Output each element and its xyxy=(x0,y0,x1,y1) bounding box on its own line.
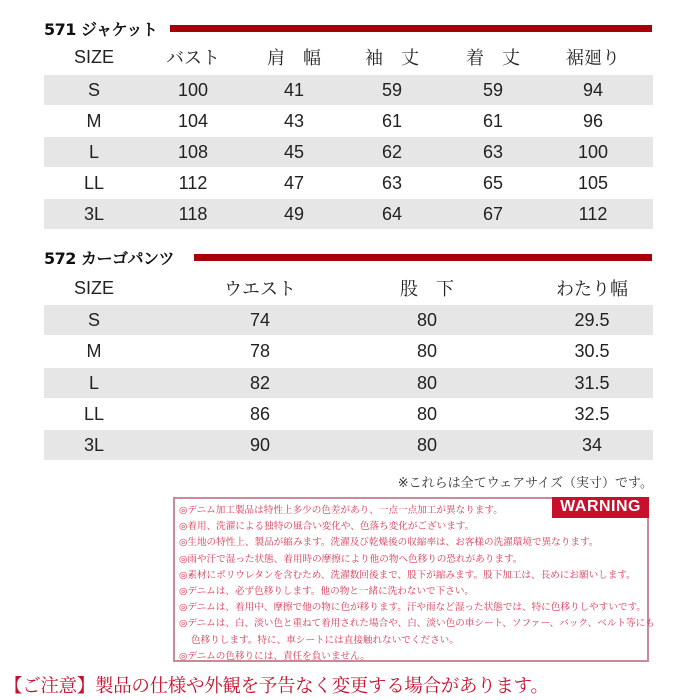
warning-item: ◎雨や汗で湿った状態、着用時の摩擦により他の物へ色移りの恐れがあります。 xyxy=(179,553,523,565)
table-row xyxy=(44,335,653,368)
footer-notice: 【ご注意】製品の仕様や外観を予告なく変更する場合があります。 xyxy=(4,676,549,697)
warning-item: ◎デニムは、必ず色移りします。他の物と一緒に洗わないで下さい。 xyxy=(179,586,475,598)
table-header-row xyxy=(44,273,653,303)
table-row xyxy=(44,137,653,167)
cell-hem: 100 xyxy=(577,141,609,162)
cell-hem: 96 xyxy=(582,110,604,131)
cell-hem: 105 xyxy=(577,172,609,193)
cell-length: 67 xyxy=(482,203,504,224)
header-sleeve: 袖 丈 xyxy=(365,48,419,68)
warning-item: ◎デニム加工製品は特性上多少の色差があり、一点一点加工が異なります。 xyxy=(179,505,503,516)
header-thigh: わたり幅 xyxy=(556,279,628,299)
cell-length: 59 xyxy=(482,79,504,100)
header-bust: バスト xyxy=(166,48,220,68)
header-shoulder: 肩 幅 xyxy=(267,48,321,68)
cell-thigh: 29.5 xyxy=(574,309,610,330)
cell-size: LL xyxy=(83,403,105,424)
cell-size: S xyxy=(87,79,101,100)
size-note: ※これらは全てウェアサイズ（実寸）です。 xyxy=(397,476,653,491)
cell-shoulder: 41 xyxy=(283,79,305,100)
warning-item: ◎生地の特性上、製品が縮みます。洗濯及び乾燥後の収縮率は、お客様の洗濯環境で異なります。 xyxy=(179,537,599,549)
cell-hem: 94 xyxy=(582,79,604,100)
cell-length: 63 xyxy=(482,141,504,162)
cell-sleeve: 63 xyxy=(381,172,403,193)
cell-waist: 82 xyxy=(249,372,271,393)
cell-thigh: 30.5 xyxy=(574,341,610,361)
header-length: 着 丈 xyxy=(466,48,520,68)
cell-bust: 118 xyxy=(178,203,208,224)
cell-bust: 100 xyxy=(177,79,209,100)
cell-length: 65 xyxy=(482,172,504,193)
table-row xyxy=(44,167,653,199)
header-size: SIZE xyxy=(73,277,115,298)
cell-shoulder: 47 xyxy=(283,172,305,193)
warning-item: ◎デニムは、着用中、摩擦で他の物に色が移ります。汗や雨など湿った状態では、特に色移りしやすいです。 xyxy=(179,602,646,614)
cell-waist: 78 xyxy=(249,341,271,361)
table-row xyxy=(44,430,653,460)
cell-inseam: 80 xyxy=(416,309,438,330)
cell-size: L xyxy=(88,372,100,393)
table-row xyxy=(44,105,653,137)
cell-inseam: 80 xyxy=(416,341,438,361)
cell-inseam: 80 xyxy=(416,403,438,424)
pants-section-title: 572 カーゴパンツ xyxy=(44,249,174,268)
jacket-size-table xyxy=(44,42,653,229)
pants-size-table xyxy=(44,273,653,460)
cell-size: M xyxy=(86,341,102,361)
cell-length: 61 xyxy=(482,110,504,131)
warning-item: ◎素材にポリウレタンを含むため、洗濯数回後まで、股下が縮みます。股下加工は、長めにお願いします。 xyxy=(179,569,636,581)
table-row xyxy=(44,199,653,229)
warning-box xyxy=(173,497,655,662)
cell-bust: 108 xyxy=(177,141,209,162)
warning-item: ◎着用、洗濯による独特の風合い変化や、色落ち変化がございます。 xyxy=(179,521,475,533)
cell-size: S xyxy=(87,309,101,330)
cell-shoulder: 45 xyxy=(283,141,305,162)
cell-thigh: 31.5 xyxy=(574,372,610,393)
table-row xyxy=(44,305,653,335)
warning-item-continuation: 色移りします。特に、車シートには直接触れないでください。 xyxy=(191,634,459,646)
cell-hem: 112 xyxy=(578,203,608,224)
cell-size: L xyxy=(88,141,100,162)
cell-bust: 104 xyxy=(177,110,209,131)
cell-thigh: 32.5 xyxy=(574,403,610,424)
cell-waist: 90 xyxy=(249,434,271,455)
cell-shoulder: 49 xyxy=(283,203,305,224)
cell-inseam: 80 xyxy=(416,434,438,455)
header-size: SIZE xyxy=(73,46,115,67)
cell-size: LL xyxy=(83,172,105,193)
jacket-section-title: 571 ジャケット xyxy=(44,20,158,39)
cell-sleeve: 61 xyxy=(381,110,403,131)
cell-thigh: 34 xyxy=(581,434,603,455)
cell-sleeve: 64 xyxy=(381,203,403,224)
cell-sleeve: 62 xyxy=(381,141,403,162)
cell-waist: 86 xyxy=(249,403,271,424)
header-hem: 裾廻り xyxy=(566,48,620,68)
cell-size: 3L xyxy=(83,203,105,224)
header-inseam: 股 下 xyxy=(400,279,454,299)
warning-item: ◎デニムは、白、淡い色と重ねて着用された場合や、白、淡い色の車シート、ソファー、バック、ベルト等にも xyxy=(179,618,655,630)
warning-label: WARNING xyxy=(552,497,649,518)
table-header-row xyxy=(44,42,653,72)
table-row xyxy=(44,368,653,398)
cell-sleeve: 59 xyxy=(381,79,403,100)
cell-bust: 112 xyxy=(178,172,208,193)
cell-inseam: 80 xyxy=(416,372,438,393)
header-waist: ウエスト xyxy=(224,279,296,299)
warning-list xyxy=(179,503,655,665)
table-row xyxy=(44,75,653,105)
jacket-title-bar xyxy=(170,25,652,32)
cell-shoulder: 43 xyxy=(283,110,305,131)
cell-waist: 74 xyxy=(249,309,271,330)
cell-size: 3L xyxy=(83,434,105,455)
table-row xyxy=(44,398,653,430)
cell-size: M xyxy=(86,110,102,131)
warning-item: ◎デニムの色移りには、責任を負いません。 xyxy=(179,650,370,662)
pants-title-bar xyxy=(194,254,652,261)
